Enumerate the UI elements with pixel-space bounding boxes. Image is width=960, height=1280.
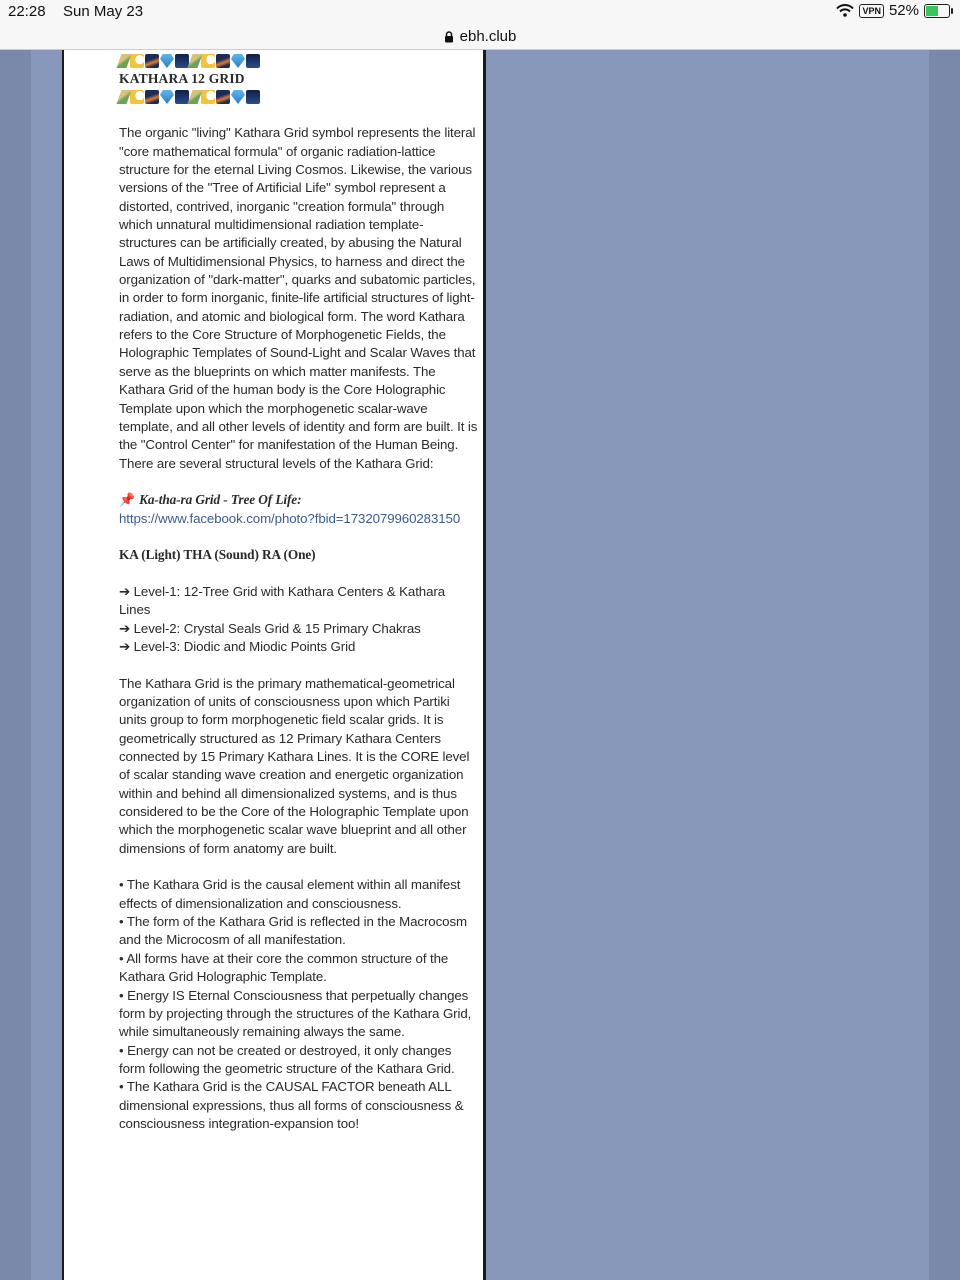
vpn-badge: VPN	[859, 4, 884, 18]
moon-icon	[130, 90, 144, 104]
url-domain[interactable]: ebh.club	[459, 28, 517, 45]
battery-percent: 52%	[888, 2, 919, 19]
level-item: ➔ Level-2: Crystal Seals Grid & 15 Primary Chakras	[119, 620, 421, 636]
gem-icon	[231, 90, 245, 104]
wifi-icon	[836, 4, 854, 17]
level-item: ➔ Level-3: Diodic and Miodic Points Grid	[119, 638, 356, 654]
bullet-item: • The Kathara Grid is the causal element within all manifest effects of dimensionalization and consciousness.	[119, 877, 461, 911]
status-date: Sun May 23	[63, 3, 144, 20]
sunset-icon	[145, 90, 159, 104]
status-bar	[0, 0, 960, 24]
status-time: 22:28	[8, 3, 46, 20]
bullet-item: • The form of the Kathara Grid is reflected in the Macrocosm and the Microcosm of all manifestation.	[119, 914, 467, 948]
moon-icon	[130, 54, 144, 68]
gem-icon	[160, 54, 174, 68]
sunset-icon	[216, 90, 230, 104]
viewport-gutter-right	[929, 50, 960, 1280]
reference-link[interactable]: https://www.facebook.com/photo?fbid=1732079960283150	[119, 510, 461, 526]
bullet-item: • Energy IS Eternal Consciousness that perpetually changes form by projecting through the structures of the Kathara Grid, while simultaneously remaining always the same.	[119, 987, 472, 1040]
address-bar[interactable]	[0, 24, 960, 50]
gem-icon	[160, 90, 174, 104]
ka-tha-ra-line: KA (Light) THA (Sound) RA (One)	[119, 547, 316, 563]
pushpin-icon: 📌	[119, 492, 136, 508]
description-paragraph: The Kathara Grid is the primary mathematical-geometrical organization of units of consciousness upon which Partiki units group to form morphogenetic field scalar grids. It is geometrically structured as 12 Primary Kathara Centers connected by 15 Primary Kathara Lines. It is the CORE level of scalar standing wave creation and energetic organization within and behind all dimensionalized systems, and is thus considered to be the Core of the Holographic Template upon which the morphogenetic scalar wave blueprint and all other dimensions of form anatomy are built.	[119, 675, 470, 856]
bullet-item: • The Kathara Grid is the CAUSAL FACTOR beneath ALL dimensional expressions, thus all forms of consciousness & consciousness integration-expansion too!	[119, 1079, 464, 1131]
lock-icon	[444, 31, 454, 43]
article	[119, 52, 479, 1133]
moon-icon	[201, 54, 215, 68]
night-sky-icon	[246, 90, 260, 104]
sunset-icon	[216, 54, 230, 68]
bullet-item: • All forms have at their core the common structure of the Kathara Grid Holographic Template.	[119, 950, 449, 985]
emoji-row-bottom	[119, 88, 479, 106]
intro-paragraph: The organic "living" Kathara Grid symbol represents the literal "core mathematical formula" of organic radiation-lattice structure for the eternal Living Cosmos. Likewise, the various versions of the "Tree of Artificial Life" symbol represent a distorted, contrived, inorganic "creation formula" through which unnatural multidimensional radiation template-structures can be artificially created, by abusing the Natural Laws of Multidimensional Physics, to harness and direct the organization of "dark-matter", quarks and subatomic particles, in order to form inorganic, finite-life artificial structures of light-radiation, and atomic and biological form. The word Kathara refers to the Core Structure of Morphogenetic Fields, the Holographic Templates of Sound-Light and Scalar Waves that serve as the blueprints on which matter manifests. The Kathara Grid of the human body is the Core Holographic Template upon which the morphogenetic scalar-wave template, and all other levels of identity and form are built. It is the "Control Center" for manifestation of the Human Being. There are several structural levels of the Kathara Grid:	[119, 125, 478, 471]
reference-line	[119, 491, 479, 509]
emoji-row-top	[119, 52, 479, 70]
reference-label: Ka-tha-ra Grid - Tree Of Life:	[139, 492, 302, 508]
sunset-icon	[145, 54, 159, 68]
night-sky-icon	[246, 54, 260, 68]
article-title: KATHARA 12 GRID	[119, 71, 245, 86]
level-item: ➔ Level-1: 12-Tree Grid with Kathara Centers & Kathara Lines	[119, 583, 446, 618]
battery-icon	[924, 4, 950, 18]
gem-icon	[231, 54, 245, 68]
viewport-gutter-left	[0, 50, 31, 1280]
moon-icon	[201, 90, 215, 104]
bullet-item: • Energy can not be created or destroyed, it only changes form following the geometric structure of the Kathara Grid.	[119, 1042, 455, 1076]
status-right	[836, 2, 950, 19]
